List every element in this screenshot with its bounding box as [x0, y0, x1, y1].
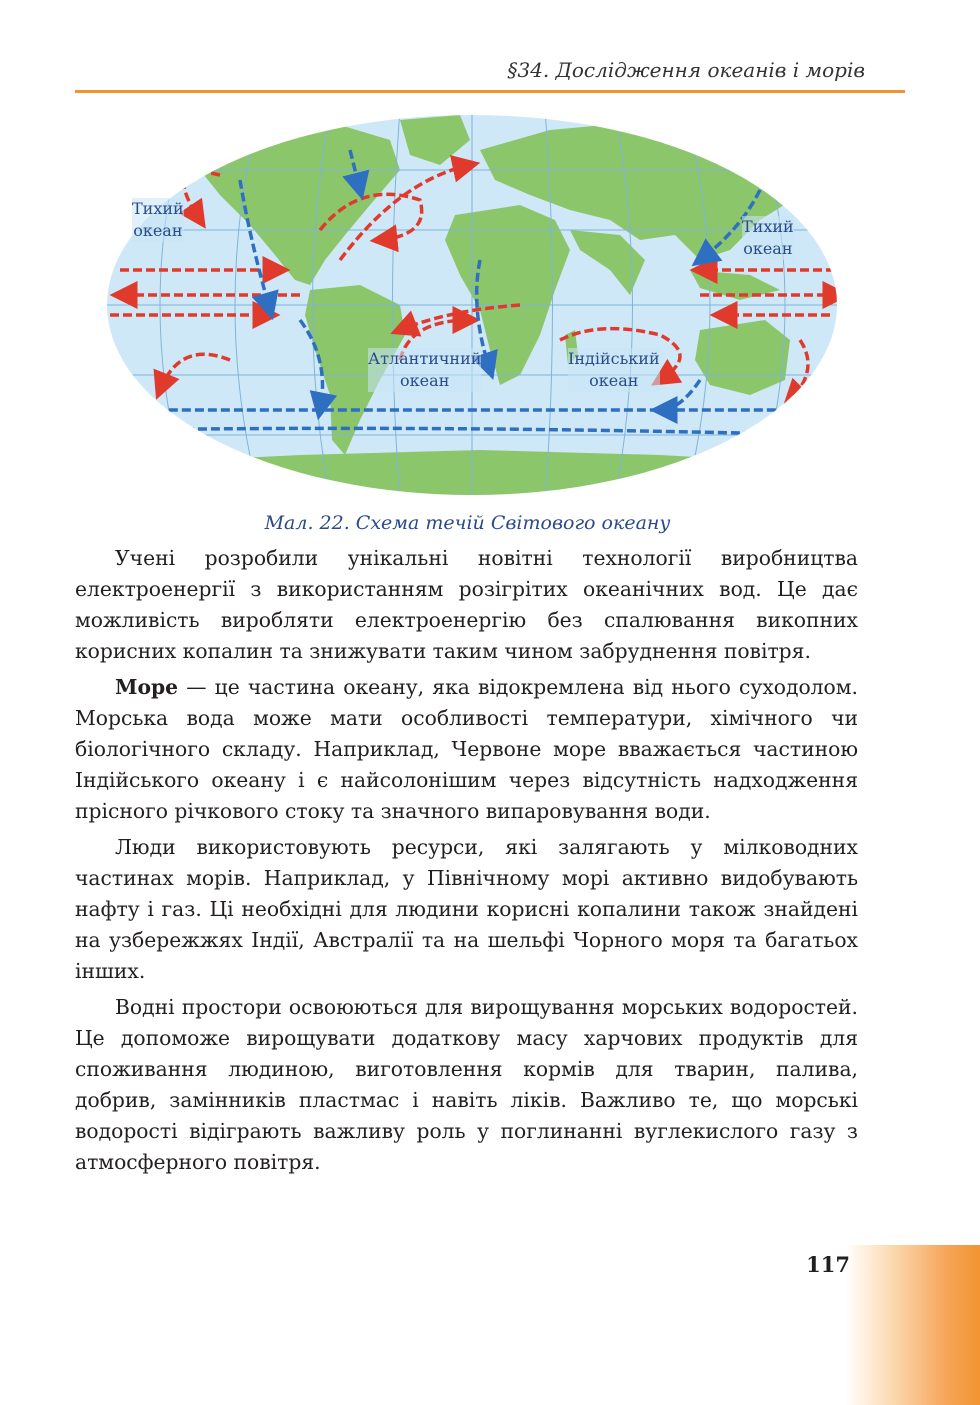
- paragraph-2: [75, 672, 858, 827]
- paragraph-4: Водні простори освоюються для вирощування морських водоростей. Це допоможе вирощувати додаткову масу харчових продуктів для споживання людиною, виготовлення кормів для тварин, палива, добрив, замінників пластмас і навіть ліків. Важливо те, що морські водорості відіграють важливу роль у поглинанні вуглекислого газу з атмосферного повітря.: [75, 995, 858, 1174]
- map-svg: [100, 110, 845, 500]
- pacific-left-line2: океан: [133, 221, 183, 240]
- page-number: 117: [806, 1252, 850, 1277]
- atlantic-line1: Атлантичний: [368, 349, 482, 368]
- indian-line1: Індійський: [568, 349, 660, 368]
- pacific-ocean-label-left: [132, 198, 184, 242]
- pacific-right-line1: Тихий: [742, 217, 794, 236]
- atlantic-ocean-label: [368, 348, 481, 392]
- paragraph-2-text: — це частина океану, яка відокремлена від нього суходолом. Морська вода може мати особливості температури, хімічного чи біологічного складу. Наприклад, Червоне море вважається частиною Індійського океану і є найсолонішим через відсутність надходження прісного річкового стоку та значного випаровування води.: [75, 675, 858, 823]
- indian-line2: океан: [589, 371, 639, 390]
- pacific-ocean-label-right: [742, 216, 794, 260]
- pacific-left-line1: Тихий: [132, 199, 184, 218]
- world-currents-map: [100, 110, 845, 500]
- page-corner-decoration: [845, 1245, 980, 1405]
- pacific-right-line2: океан: [743, 239, 793, 258]
- atlantic-line2: океан: [400, 371, 450, 390]
- graticule: [100, 110, 845, 500]
- indian-ocean-label: [568, 348, 660, 392]
- figure-caption: Мал. 22. Схема течій Світового океану: [264, 512, 671, 534]
- header-divider: [75, 90, 905, 93]
- running-header: §34. Дослідження океанів і морів: [507, 58, 865, 82]
- body-text: [75, 543, 858, 1183]
- paragraph-3: Люди використовують ресурси, які залягають у мілководних частинах морів. Наприклад, у Північному морі активно видобувають нафту і газ. Ці необхідні для людини корисні копалини також знайдені на узбережжях Індії, Австралії та на шельфі Чорного моря та багатьох інших.: [75, 835, 858, 983]
- term-sea: Море: [115, 675, 179, 699]
- paragraph-1: Учені розробили унікальні новітні технології виробництва електроенергії з використанням розігрітих океанічних вод. Це дає можливість виробляти електроенергію без спалювання викопних корисних копалин та знижувати таким чином забруднення повітря.: [75, 546, 858, 663]
